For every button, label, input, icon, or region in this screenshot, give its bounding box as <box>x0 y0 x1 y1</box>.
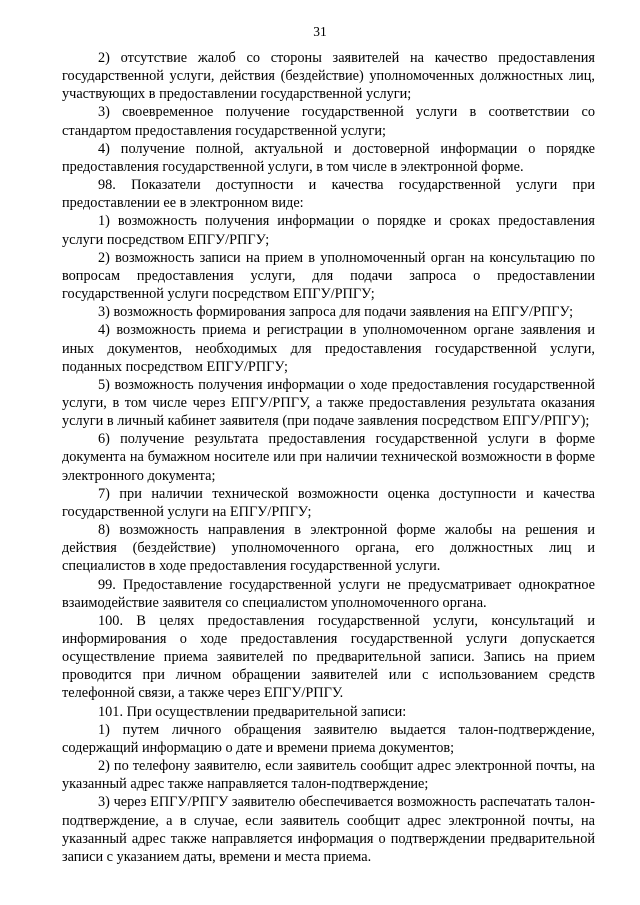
paragraph-electronic-indicator-4: 4) возможность приема и регистрации в уполномоченном органе заявления и иных документов, необходимых для предоставления государственной услуги, поданных посредством ЕПГУ/РПГУ; <box>62 322 595 375</box>
paragraph-99: 99. Предоставление государственной услуги не предусматривает однократное взаимодействие заявителя со специалистом уполномоченного органа. <box>62 576 595 611</box>
paragraph-101-intro: 101. При осуществлении предварительной записи: <box>98 703 407 720</box>
paragraph-100: 100. В целях предоставления государственной услуги, консультаций и информирования о ходе предоставления государственной услуги допускается осуществление приема заявителей по предварительной записи. Запись на прием проводится при личном обращении заявителей или с использованием средств телефонной связи, а также через ЕПГУ/РПГУ. <box>62 612 595 702</box>
paragraph-electronic-indicator-6: 6) получение результата предоставления государственной услуги в форме документа на бумажном носителе или при наличии технической возможности в форме электронного документа; <box>62 431 595 484</box>
paragraph-performance-indicator-2: 2) отсутствие жалоб со стороны заявителей на качество предоставления государственной услуги, действия (бездействие) уполномоченных должностных лиц, участвующих в предоставлении государственной услуги; <box>62 50 595 103</box>
paragraph-appointment-option-3: 3) через ЕПГУ/РПГУ заявителю обеспечивается возможность распечатать талон-подтверждение, а в случае, если заявитель сообщит адрес электронной почты, на указанный адрес также направляется информация о подтверждении предварительной записи с указанием даты, времени и места приема. <box>62 794 595 865</box>
paragraph-electronic-indicator-2: 2) возможность записи на прием в уполномоченный орган на консультацию по вопросам предоставления услуги, для подачи запроса о предоставлении государственной услуги посредством ЕПГУ/РПГУ; <box>62 249 595 303</box>
paragraph-electronic-indicator-8: 8) возможность направления в электронной форме жалобы на решения и действия (бездействие) уполномоченного органа, его должностных лиц и специалистов в ходе предоставления государственной услуги. <box>62 522 595 575</box>
paragraph-electronic-indicator-5: 5) возможность получения информации о ходе предоставления государственной услуги, в том числе через ЕПГУ/РПГУ, а также предоставления результата оказания услуги в личный кабинет заявителя (при подаче заявления посредством ЕПГУ/РПГУ); <box>62 376 595 430</box>
paragraph-electronic-indicator-1: 1) возможность получения информации о порядке и сроках предоставления услуги посредством ЕПГУ/РПГУ; <box>62 213 595 248</box>
paragraph-performance-indicator-4: 4) получение полной, актуальной и достоверной информации о порядке предоставления государственной услуги, в том числе в электронной форме. <box>62 140 595 175</box>
paragraph-electronic-indicator-7: 7) при наличии технической возможности оценка доступности и качества государственной услуги на ЕПГУ/РПГУ; <box>62 485 595 520</box>
paragraph-performance-indicator-3: 3) своевременное получение государственной услуги в соответствии со стандартом предоставления государственной услуги; <box>62 104 595 139</box>
paragraph-electronic-indicator-3: 3) возможность формирования запроса для подачи заявления на ЕПГУ/РПГУ; <box>98 304 574 321</box>
paragraph-98-intro: 98. Показатели доступности и качества государственной услуги при предоставлении ее в электронном виде: <box>62 177 595 212</box>
page-number: 31 <box>313 24 327 39</box>
document-body <box>62 49 595 866</box>
paragraph-appointment-option-1: 1) путем личного обращения заявителю выдается талон-подтверждение, содержащий информацию о дате и времени приема документов; <box>62 721 595 756</box>
paragraph-appointment-option-2: 2) по телефону заявителю, если заявитель сообщит адрес электронной почты, на указанный адрес также направляется талон-подтверждение; <box>62 758 595 793</box>
